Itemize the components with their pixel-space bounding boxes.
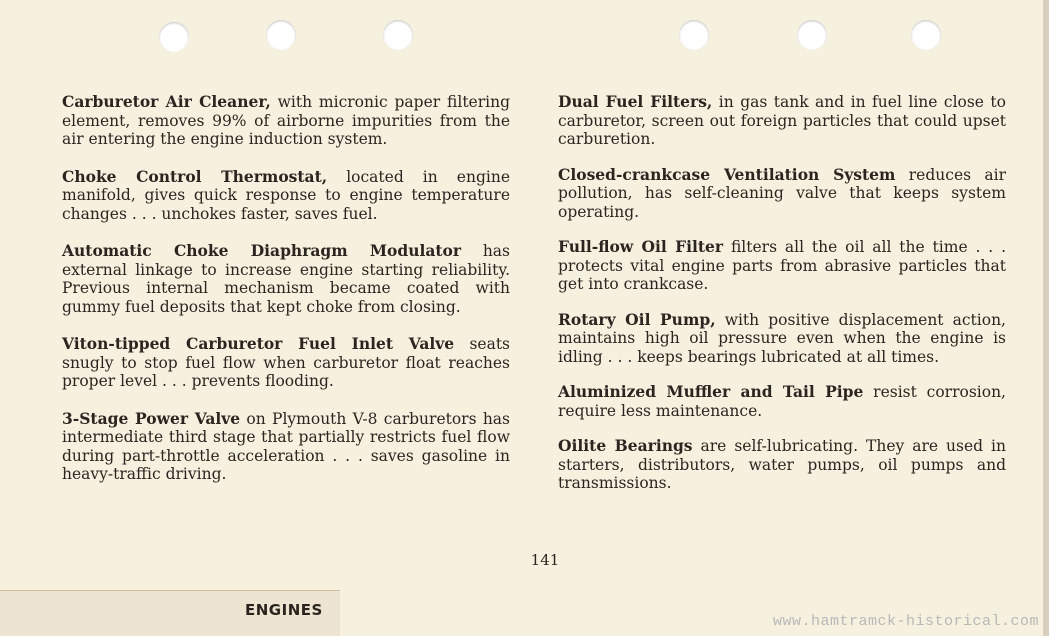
feature-term: Closed-crankcase Ventilation System xyxy=(558,164,896,184)
feature-term: Choke Control Thermostat, xyxy=(62,166,328,186)
feature-term: Automatic Choke Diaphragm Modulator xyxy=(62,241,462,260)
feature-paragraph xyxy=(558,311,1006,367)
binder-hole xyxy=(911,20,941,50)
feature-paragraph xyxy=(62,242,510,316)
feature-description: has external linkage to increase engine starting reliability. Previous internal mechanism became coated with gummy fuel deposits that kept choke from closing. xyxy=(62,242,510,316)
feature-description: are self-lubricating. They are used in starters, distributors, water pumps, oil pumps and transmissions. xyxy=(558,437,1007,492)
binder-hole xyxy=(797,20,827,50)
feature-term: Oilite Bearings xyxy=(558,436,693,455)
feature-paragraph xyxy=(558,383,1006,420)
binder-hole xyxy=(159,22,189,52)
feature-description: located in engine manifold, gives quick response to engine temperature changes . . . unchokes faster, saves fuel. xyxy=(62,167,510,223)
feature-term: Dual Fuel Filters, xyxy=(558,92,713,111)
feature-term: Full-flow Oil Filter xyxy=(558,237,724,256)
binder-hole xyxy=(679,20,709,50)
feature-paragraph xyxy=(558,93,1006,149)
page-edge xyxy=(1043,0,1049,636)
feature-description: seats snugly to stop fuel flow when carburetor float reaches proper level . . . prevents flooding. xyxy=(62,335,510,390)
right-column xyxy=(558,93,1006,510)
page-number: 141 xyxy=(530,551,560,569)
feature-term: Viton-tipped Carburetor Fuel Inlet Valve xyxy=(62,334,455,353)
feature-paragraph xyxy=(558,437,1006,493)
feature-description: on Plymouth V-8 carburetors has intermediate third stage that partially restricts fuel flow during part-throttle acceleration . . . saves gasoline in heavy-traffic driving. xyxy=(62,409,510,483)
feature-description: with micronic paper filtering element, removes 99% of airborne impurities from the air entering the engine induction system. xyxy=(62,93,510,148)
feature-term: Carburetor Air Cleaner, xyxy=(62,92,271,111)
binder-hole xyxy=(266,20,296,50)
feature-description: in gas tank and in fuel line close to carburetor, screen out foreign particles that could upset carburetion. xyxy=(558,93,1006,148)
feature-term: Aluminized Muffler and Tail Pipe xyxy=(558,382,864,401)
feature-term: 3-Stage Power Valve xyxy=(62,408,241,428)
feature-term: Rotary Oil Pump, xyxy=(558,309,716,329)
feature-description: filters all the oil all the time . . . protects vital engine parts from abrasive particles that get into crankcase. xyxy=(558,238,1007,293)
binder-hole xyxy=(383,20,413,50)
feature-description: with positive displacement action, maintains high oil pressure even when the engine is idling . . . keeps bearings lubricated at all times. xyxy=(558,310,1006,366)
feature-paragraph xyxy=(62,335,510,391)
feature-paragraph xyxy=(62,93,510,149)
watermark: www.hamtramck-historical.com xyxy=(772,613,1039,630)
feature-paragraph xyxy=(558,166,1006,222)
feature-paragraph xyxy=(558,238,1006,294)
section-tab-label: ENGINES xyxy=(245,601,323,619)
feature-description: resist corrosion, require less maintenance. xyxy=(558,383,1006,420)
feature-description: reduces air pollution, has self-cleaning valve that keeps system operating. xyxy=(558,165,1006,221)
feature-paragraph xyxy=(62,168,510,224)
left-column xyxy=(62,93,510,503)
feature-paragraph xyxy=(62,410,510,484)
